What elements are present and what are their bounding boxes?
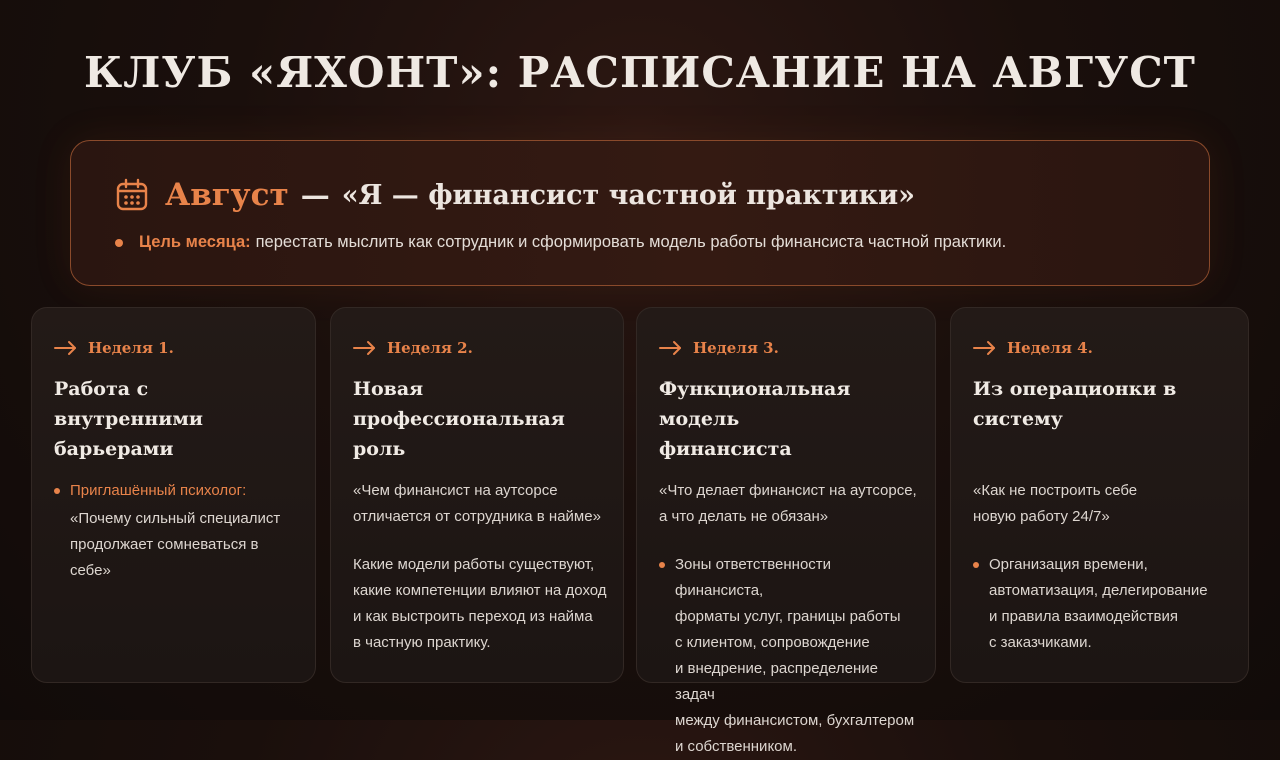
week-quote	[70, 506, 301, 584]
week-title-line: финансиста	[659, 438, 792, 460]
speaker-bullet	[54, 478, 301, 504]
month-dash: —	[300, 178, 330, 212]
speaker-label: Приглашённый психолог:	[70, 482, 247, 499]
bullet-line: и правила взаимодействия	[989, 608, 1179, 625]
week-title	[353, 374, 609, 464]
week-quote	[353, 478, 609, 530]
bullet-line: с клиентом, сопровождение	[675, 634, 870, 651]
week-quote	[973, 478, 1234, 530]
week-description	[353, 552, 609, 656]
arrow-right-icon	[353, 340, 377, 356]
month-goal	[115, 233, 1006, 252]
quote-line: новую работу 24/7»	[973, 508, 1110, 525]
goal-label: Цель месяца:	[139, 233, 251, 251]
week-label: Неделя 4.	[1007, 339, 1093, 357]
week-title-line: Функциональная модель	[659, 378, 851, 430]
week-title-line: Работа с внутренними	[54, 378, 203, 430]
week-title-line: барьерами	[54, 438, 174, 460]
week-title	[54, 374, 301, 464]
week-label: Неделя 2.	[387, 339, 473, 357]
month-header	[115, 173, 915, 217]
bullet-line: между финансистом, бухгалтером	[675, 712, 915, 729]
week-card-4	[950, 307, 1249, 683]
arrow-right-icon	[659, 340, 683, 356]
quote-line: «Как не построить себе	[973, 482, 1138, 499]
bullet-dot-icon	[659, 562, 665, 568]
week-title-line: Новая профессиональная	[353, 378, 565, 430]
arrow-right-icon	[973, 340, 997, 356]
bullet-line: форматы услуг, границы работы	[675, 608, 901, 625]
bullet-dot-icon	[115, 239, 123, 247]
page-title: КЛУБ «ЯХОНТ»: РАСПИСАНИЕ НА АВГУСТ	[84, 48, 1196, 97]
quote-line: «Почему сильный специалист	[70, 510, 281, 527]
week-card-3	[636, 307, 936, 755]
bullet-dot-icon	[54, 488, 60, 494]
bullet-line: автоматизация, делегирование	[989, 582, 1208, 599]
week-card-2	[330, 307, 624, 683]
quote-line: «Что делает финансист на аутсорсе,	[659, 482, 917, 499]
description-line: какие компетенции влияют на доход	[353, 582, 607, 599]
week-bullet	[659, 552, 921, 760]
goal-text: перестать мыслить как сотрудник и сформировать модель работы финансиста частной практики.	[255, 233, 1007, 251]
month-banner	[70, 140, 1210, 286]
bullet-line: с заказчиками.	[989, 634, 1092, 651]
arrow-right-icon	[54, 340, 78, 356]
month-name: Август	[165, 177, 289, 213]
week-label: Неделя 1.	[88, 339, 174, 357]
week-label-row	[973, 336, 1234, 360]
bullet-line: и внедрение, распределение задач	[675, 660, 878, 703]
bullet-text	[675, 552, 921, 760]
quote-line: «Чем финансист на аутсорсе	[353, 482, 558, 499]
quote-line: а что делать не обязан»	[659, 508, 829, 525]
week-title-line: роль	[353, 438, 406, 460]
bullet-dot-icon	[973, 562, 979, 568]
description-line: в частную практику.	[353, 634, 491, 651]
week-title	[659, 374, 921, 464]
bullet-line: и собственником.	[675, 738, 797, 755]
description-line: Какие модели работы существуют,	[353, 556, 595, 573]
calendar-icon	[115, 178, 149, 212]
week-label-row	[54, 336, 301, 360]
week-bullet	[973, 552, 1234, 656]
week-title-line: Из операционки в систему	[973, 378, 1177, 430]
week-label: Неделя 3.	[693, 339, 779, 357]
week-label-row	[353, 336, 609, 360]
week-label-row	[659, 336, 921, 360]
week-card-1	[31, 307, 316, 683]
month-theme: «Я — финансист частной практики»	[341, 179, 916, 211]
quote-line: отличается от сотрудника в найме»	[353, 508, 601, 525]
week-quote	[659, 478, 921, 530]
description-line: и как выстроить переход из найма	[353, 608, 593, 625]
week-title	[973, 374, 1234, 434]
bullet-line: Организация времени,	[989, 556, 1148, 573]
bullet-text	[989, 552, 1208, 656]
quote-line: продолжает сомневаться в себе»	[70, 536, 259, 579]
bullet-line: Зоны ответственности финансиста,	[675, 556, 832, 599]
